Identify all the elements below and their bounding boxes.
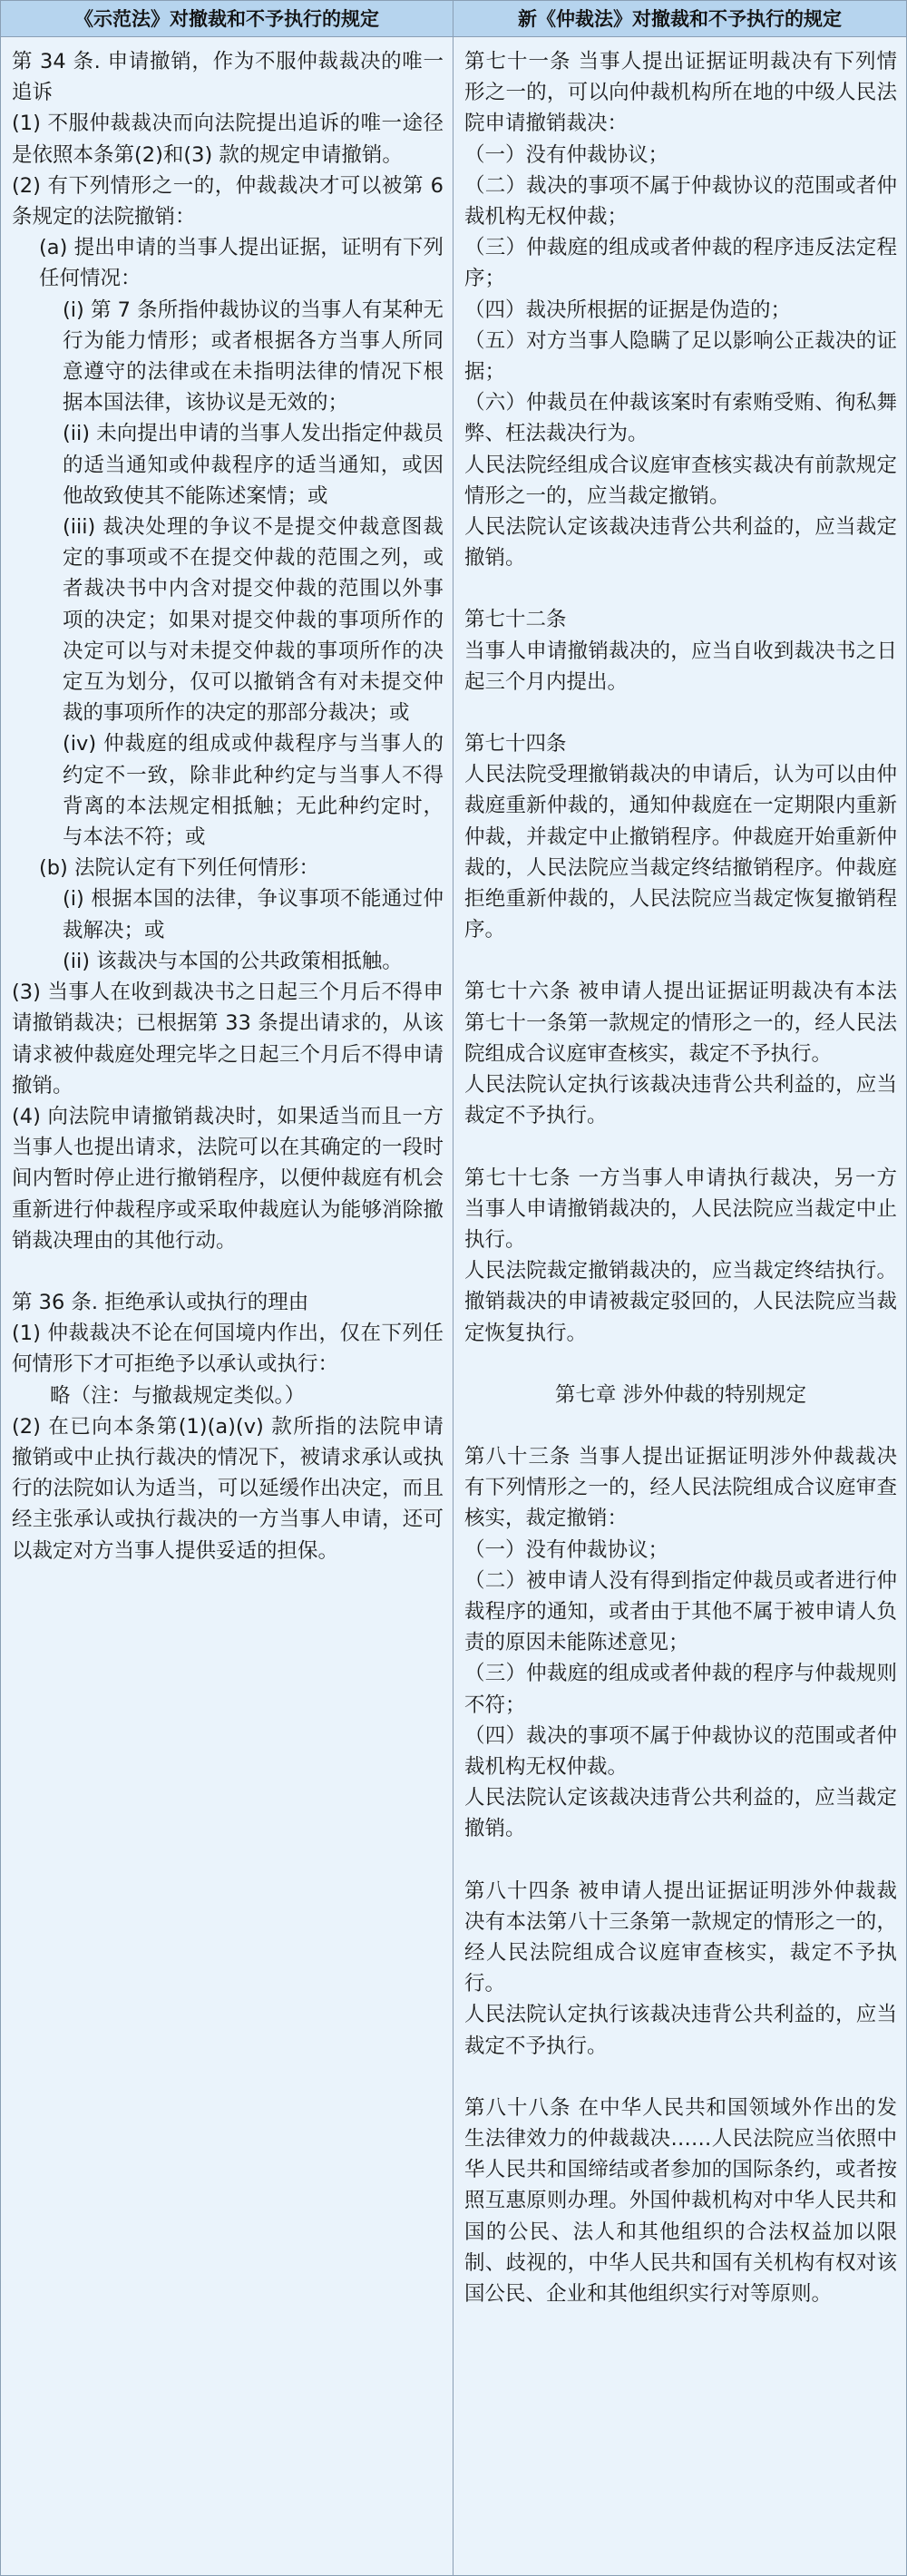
arbitration-law-paragraph: 当事人申请撤销裁决的，应当自收到裁决书之日起三个月内提出。 <box>464 639 897 694</box>
arbitration-law-paragraph: 人民法院认定执行该裁决违背公共利益的，应当裁定不予执行。 <box>464 1073 897 1128</box>
arbitration-law-paragraph: （一）没有仲裁协议； <box>464 1537 669 1562</box>
arbitration-law-paragraph: 人民法院认定执行该裁决违背公共利益的，应当裁定不予执行。 <box>464 2003 897 2058</box>
model-law-paragraph: (2) 有下列情形之一的，仲裁裁决才可以被第 6 条规定的法院撤销： <box>12 173 444 229</box>
arbitration-law-paragraph: 第八十八条 在中华人民共和国领域外作出的发生法律效力的仲裁裁决……人民法院应当依照中华人民共和国缔结或者参加的国际条约，或者按照互惠原则办理。外国仲裁机构对中华人民共和国的公民、法人和其他组织的合法权益加以限制、歧视的，中华人民共和国有关机构有权对该国公民、企业和其他组织实行对等原则。 <box>464 2095 897 2306</box>
arbitration-law-paragraph: （六）仲裁员在仲裁该案时有索贿受贿、徇私舞弊、枉法裁决行为。 <box>464 391 897 446</box>
arbitration-law-paragraph: 人民法院认定该裁决违背公共利益的，应当裁定撤销。 <box>464 515 897 571</box>
model-law-paragraph: 第 36 条. 拒绝承认或执行的理由 <box>12 1290 309 1314</box>
arbitration-law-paragraph: 第七十四条 <box>464 732 567 756</box>
arbitration-law-paragraph: 第七十一条 当事人提出证据证明裁决有下列情形之一的，可以向仲裁机构所在地的中级人民法院申请撤销裁决： <box>464 50 897 136</box>
arbitration-law-paragraph: （四）裁决所根据的证据是伪造的； <box>464 298 792 322</box>
arbitration-law-spacer <box>464 1410 897 1441</box>
arbitration-law-paragraph: 人民法院受理撤销裁决的申请后，认为可以由仲裁庭重新仲裁的，通知仲裁庭在一定期限内重新仲裁，并裁定中止撤销程序。仲裁庭开始重新仲裁的，人民法院应当裁定终结撤销程序。仲裁庭拒绝重新仲裁的，人民法院应当裁定恢复撤销程序。 <box>464 763 897 942</box>
model-law-paragraph: (ii) 未向提出申请的当事人发出指定仲裁员的适当通知或仲裁程序的适当通知，或因他故致使其不能陈述案情；或 <box>63 422 444 508</box>
arbitration-law-paragraph: （三）仲裁庭的组成或者仲裁的程序违反法定程序； <box>464 236 897 291</box>
arbitration-law-paragraph: 第七章 涉外仲裁的特别规定 <box>554 1382 807 1407</box>
model-law-paragraph: 略（注：与撤裁规定类似。） <box>50 1383 306 1408</box>
arbitration-law-paragraph: 人民法院裁定撤销裁决的，应当裁定终结执行。撤销裁决的申请被裁定驳回的，人民法院应当裁定恢复执行。 <box>464 1259 897 1345</box>
arbitration-law-paragraph: 第八十四条 被申请人提出证据证明涉外仲裁裁决有本法第八十三条第一款规定的情形之一的，经人民法院组成合议庭审查核实，裁定不予执行。 <box>464 1878 897 1996</box>
arbitration-law-paragraph: （三）仲裁庭的组成或者仲裁的程序与仲裁规则不符； <box>464 1662 897 1717</box>
arbitration-law-spacer <box>464 1845 897 1876</box>
model-law-paragraph: (b) 法院认定有下列任何情形： <box>39 856 319 881</box>
model-law-paragraph: (ii) 该裁决与本国的公共政策相抵触。 <box>63 949 403 973</box>
model-law-paragraph: (iv) 仲裁庭的组成或仲裁程序与当事人的约定不一致，除非此种约定与当事人不得背离的本法规定相抵触；无此种约定时，与本法不符；或 <box>63 732 444 850</box>
arbitration-law-spacer <box>464 2062 897 2093</box>
arbitration-law-spacer <box>464 945 897 976</box>
arbitration-law-paragraph: （五）对方当事人隐瞒了足以影响公正裁决的证据； <box>464 328 897 385</box>
model-law-paragraph: (iii) 裁决处理的争议不是提交仲裁意图裁定的事项或不在提交仲裁的范围之列，或者裁决书中内含对提交仲裁的范围以外事项的决定；如果对提交仲裁的事项所作的决定可以与对未提交仲裁的事项所作的决定互为划分，仅可以撤销含有对未提交仲裁的事项所作的决定的那部分裁决；或 <box>63 515 444 726</box>
arbitration-law-paragraph: （四）裁决的事项不属于仲裁协议的范围或者仲裁机构无权仲裁。 <box>464 1723 897 1779</box>
arbitration-law-paragraph: 第八十三条 当事人提出证据证明涉外仲裁裁决有下列情形之一的，经人民法院组成合议庭审查核实，裁定撤销： <box>464 1444 897 1531</box>
arbitration-law-paragraph: 人民法院经组成合议庭审查核实裁决有前款规定情形之一的，应当裁定撤销。 <box>464 453 897 508</box>
arbitration-law-spacer <box>464 698 897 728</box>
arbitration-law-paragraph: 第七十七条 一方当事人申请执行裁决，另一方当事人申请撤销裁决的，人民法院应当裁定中止执行。 <box>464 1166 897 1252</box>
model-law-paragraph: (2) 在已向本条第(1)(a)(v) 款所指的法院申请撤销或中止执行裁决的情况下，被请求承认或执行的法院如认为适当，可以延缓作出决定，而且经主张承认或执行裁决的一方当事人申请，还可以裁定对方当事人提供妥适的担保。 <box>12 1414 444 1563</box>
model-law-spacer <box>12 1256 444 1287</box>
arbitration-law-column <box>454 37 906 2575</box>
model-law-paragraph: 第 34 条. 申请撤销，作为不服仲裁裁决的唯一追诉 <box>12 50 444 105</box>
arbitration-law-paragraph: 人民法院认定该裁决违背公共利益的，应当裁定撤销。 <box>464 1786 897 1841</box>
arbitration-law-spacer <box>464 1349 897 1380</box>
arbitration-law-paragraph: （二）被申请人没有得到指定仲裁员或者进行仲裁程序的通知，或者由于其他不属于被申请人负责的原因未能陈述意见； <box>464 1568 897 1655</box>
model-law-column <box>1 37 454 2575</box>
arbitration-law-paragraph: （一）没有仲裁协议； <box>464 142 669 167</box>
model-law-paragraph: (i) 根据本国的法律，争议事项不能通过仲裁解决；或 <box>63 887 444 942</box>
arbitration-law-paragraph: （二）裁决的事项不属于仲裁协议的范围或者仲裁机构无权仲裁； <box>464 173 897 229</box>
arbitration-law-paragraph: 第七十二条 <box>464 608 567 632</box>
model-law-paragraph: (a) 提出申请的当事人提出证据，证明有下列任何情况： <box>39 236 444 291</box>
right-column-header: 新《仲裁法》对撤裁和不予执行的规定 <box>454 1 906 37</box>
model-law-paragraph: (1) 不服仲裁裁决而向法院提出追诉的唯一途径是依照本条第(2)和(3) 款的规定申请撤销。 <box>12 112 444 167</box>
left-column-header: 《示范法》对撤裁和不予执行的规定 <box>1 1 454 37</box>
model-law-paragraph: (i) 第 7 条所指仲裁协议的当事人有某种无行为能力情形；或者根据各方当事人所同意遵守的法律或在未指明法律的情况下根据本国法律，该协议是无效的； <box>63 298 444 415</box>
arbitration-law-paragraph: 第七十六条 被申请人提出证据证明裁决有本法第七十一条第一款规定的情形之一的，经人民法院组成合议庭审查核实，裁定不予执行。 <box>464 980 897 1066</box>
arbitration-law-spacer <box>464 573 897 604</box>
model-law-paragraph: (4) 向法院申请撤销裁决时，如果适当而且一方当事人也提出请求，法院可以在其确定的一段时间内暂时停止进行撤销程序，以便仲裁庭有机会重新进行仲裁程序或采取仲裁庭认为能够消除撤销裁决理由的其他行动。 <box>12 1104 444 1253</box>
arbitration-law-spacer <box>464 1132 897 1163</box>
model-law-paragraph: (3) 当事人在收到裁决书之日起三个月后不得申请撤销裁决；已根据第 33 条提出请求的，从该请求被仲裁庭处理完毕之日起三个月后不得申请撤销。 <box>12 981 444 1098</box>
model-law-paragraph: (1) 仲裁裁决不论在何国境内作出，仅在下列任何情形下才可拒绝予以承认或执行： <box>12 1322 444 1377</box>
